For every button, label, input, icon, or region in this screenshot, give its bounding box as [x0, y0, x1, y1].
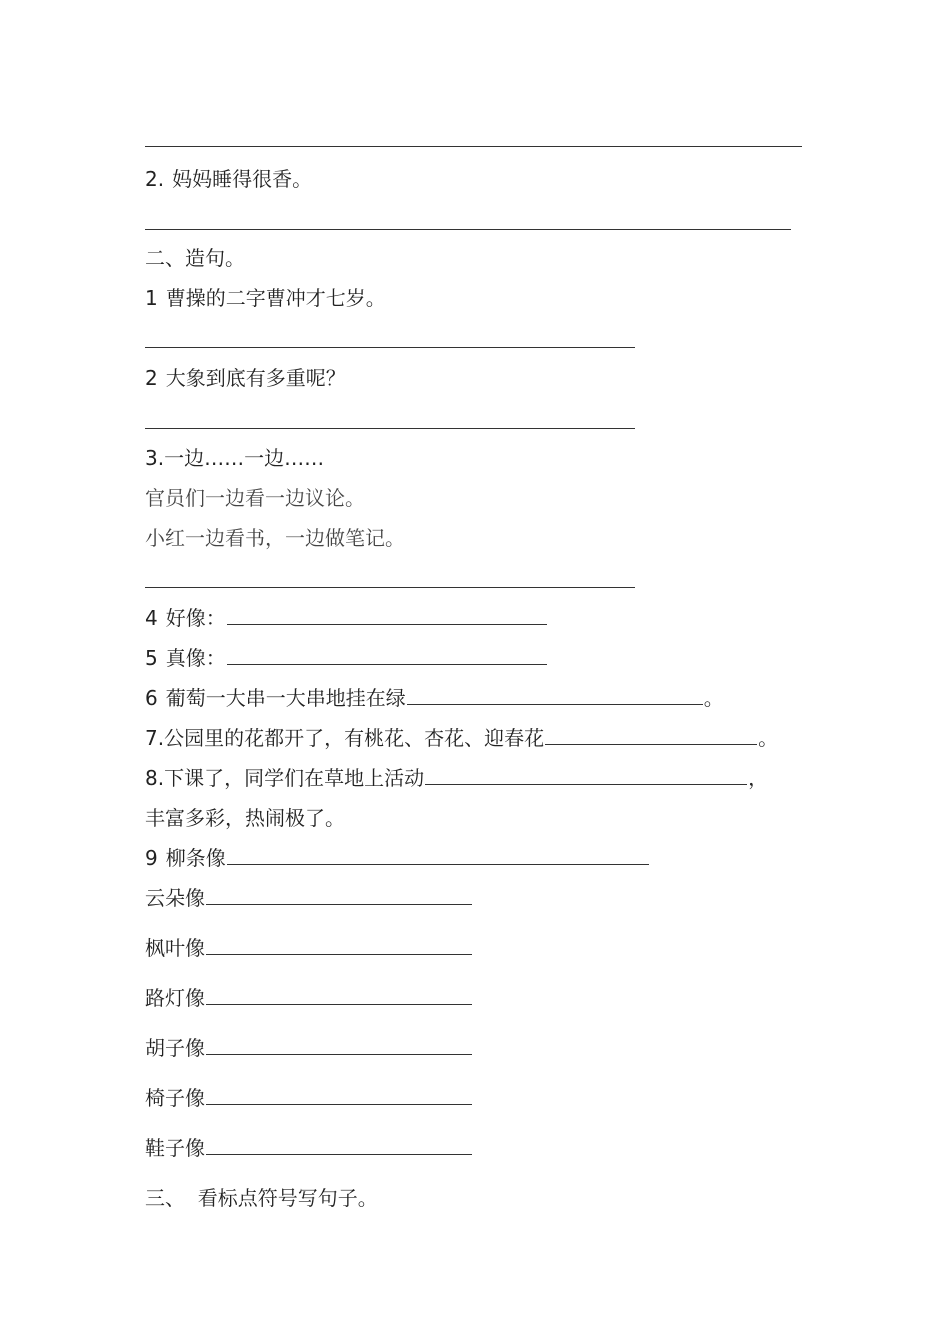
make-sentence-item-2	[145, 365, 346, 391]
section-three-heading: 三、 看标点符号写句子。	[145, 1186, 378, 1210]
item-number: 1	[145, 286, 158, 310]
simile-item	[145, 985, 473, 1011]
answer-blank[interactable]	[545, 726, 757, 745]
example-sentence: 小红一边看书，一边做笔记。	[145, 526, 405, 550]
item-text: 椅子像	[145, 1086, 205, 1110]
answer-line[interactable]	[145, 229, 791, 230]
item-continuation: 丰富多彩，热闹极了。	[145, 806, 345, 830]
answer-blank[interactable]	[425, 766, 747, 785]
item-text: 妈妈睡得很香。	[172, 167, 313, 191]
item-text: 葡萄一大串一大串地挂在绿	[165, 686, 406, 710]
item-text: 胡子像	[145, 1036, 205, 1060]
make-sentence-item-7	[145, 725, 778, 751]
item-text: 大象到底有多重呢？	[165, 366, 346, 390]
item-end-punct: 。	[703, 686, 724, 710]
simile-item	[145, 885, 473, 911]
answer-blank[interactable]	[407, 686, 703, 705]
item-text: 好像：	[165, 606, 226, 630]
item-end-punct: ，	[748, 766, 769, 790]
item-number: 2	[145, 366, 158, 390]
item-end-punct: 。	[758, 726, 779, 750]
item-number: 3.	[145, 446, 165, 470]
make-sentence-item-9	[145, 845, 650, 871]
item-text: 云朵像	[145, 886, 205, 910]
item-pattern: 一边……一边……	[164, 446, 325, 470]
item-number: 4	[145, 606, 158, 630]
answer-line[interactable]	[145, 587, 635, 588]
item-text: 柳条像	[165, 846, 226, 870]
item-number: 6	[145, 686, 158, 710]
simile-item	[145, 1035, 473, 1061]
item-text: 路灯像	[145, 986, 205, 1010]
answer-blank[interactable]	[206, 986, 472, 1005]
answer-blank[interactable]	[206, 936, 472, 955]
item-number: 8.	[145, 766, 165, 790]
simile-item	[145, 1135, 473, 1161]
simile-item	[145, 1085, 473, 1111]
make-sentence-item-8	[145, 765, 768, 791]
answer-blank[interactable]	[206, 1086, 472, 1105]
item-text: 真像：	[165, 646, 226, 670]
answer-blank[interactable]	[206, 886, 472, 905]
make-sentence-item-1	[145, 285, 386, 311]
section-two-heading: 二、造句。	[145, 246, 245, 270]
answer-blank[interactable]	[206, 1036, 472, 1055]
item-number: 7.	[145, 726, 165, 750]
item-number: 5	[145, 646, 158, 670]
answer-blank[interactable]	[206, 1136, 472, 1155]
item-text: 公园里的花都开了，有桃花、杏花、迎春花	[164, 726, 545, 750]
make-sentence-item-6	[145, 685, 724, 711]
make-sentence-item-4	[145, 605, 548, 631]
item-text: 曹操的二字曹冲才七岁。	[165, 286, 386, 310]
item-text: 枫叶像	[145, 936, 205, 960]
item-text: 鞋子像	[145, 1136, 205, 1160]
item-number: 9	[145, 846, 158, 870]
answer-line[interactable]	[145, 347, 635, 348]
answer-blank[interactable]	[227, 646, 547, 665]
sentence-item-2	[145, 166, 312, 192]
answer-line[interactable]	[145, 146, 802, 147]
answer-blank[interactable]	[227, 846, 649, 865]
make-sentence-item-5	[145, 645, 548, 671]
item-text: 下课了，同学们在草地上活动	[164, 766, 425, 790]
answer-line[interactable]	[145, 428, 635, 429]
example-sentence: 官员们一边看一边议论。	[145, 486, 365, 510]
item-number: 2.	[145, 167, 165, 191]
simile-item	[145, 935, 473, 961]
answer-blank[interactable]	[227, 606, 547, 625]
make-sentence-item-3	[145, 445, 324, 471]
